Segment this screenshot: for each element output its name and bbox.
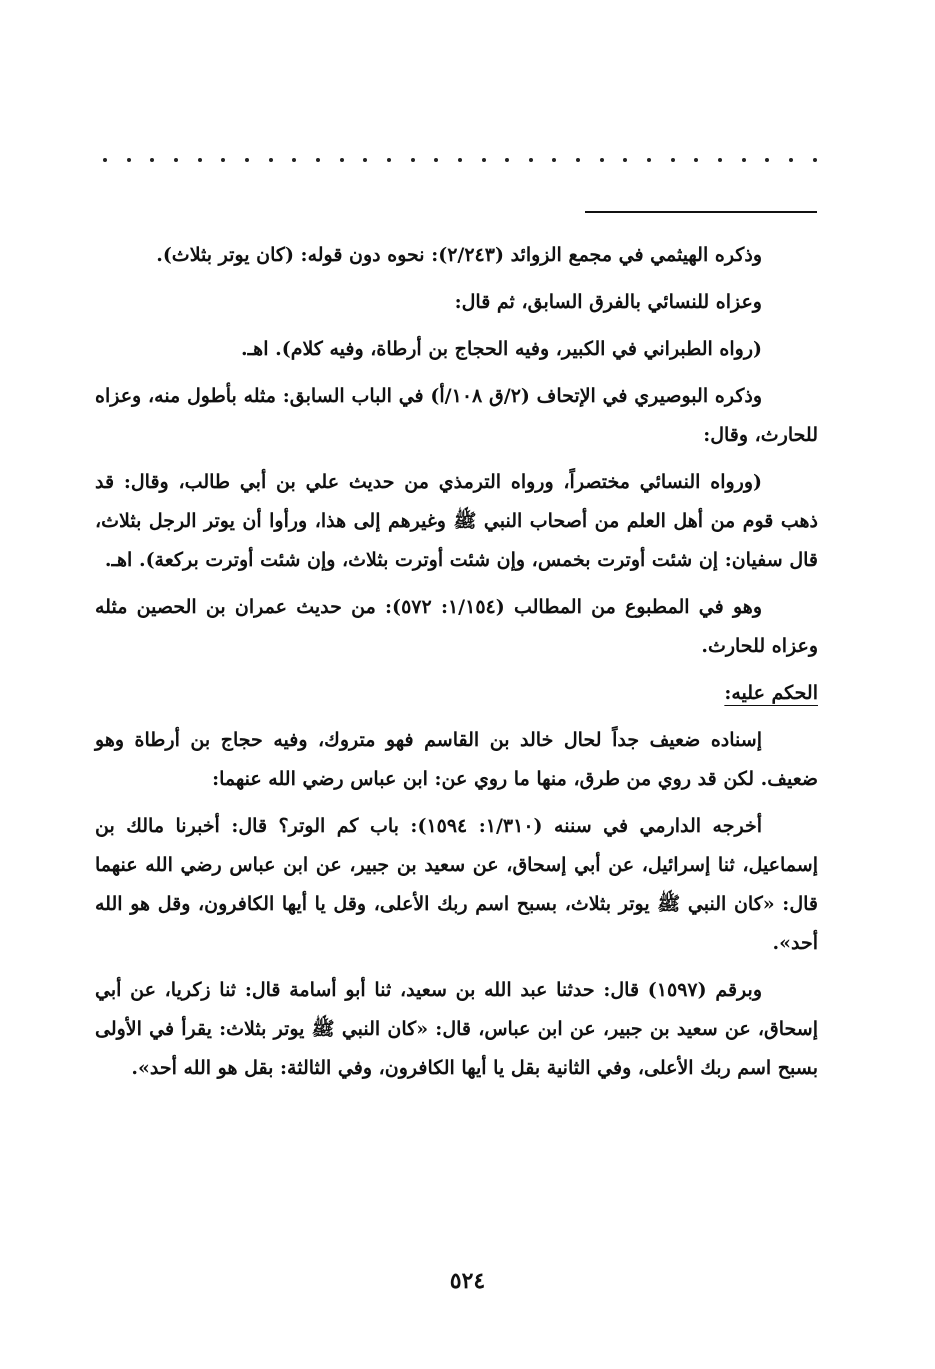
footnote-paragraph: وهو في المطبوع من المطالب (١/١٥٤: ٥٧٢): من حديث عمران بن الحصين مثله وعزاه للحارث. <box>95 596 818 657</box>
ruling-paragraph: إسناده ضعيف جداً لحال خالد بن القاسم فهو متروك، وفيه حجاج بن أرطاة وهو ضعيف. لكن قد روي من طرق، منها ما روي عن: ابن عباس رضي الله عنهما: <box>95 729 818 790</box>
separator-dot <box>718 158 722 162</box>
separator-dot <box>765 158 769 162</box>
separator-dot <box>813 158 817 162</box>
ruling-paragraph: أخرجه الدارمي في سننه (١/٣١٠: ١٥٩٤): باب كم الوتر؟ قال: أخبرنا مالك بن إسماعيل، ثنا إسرائيل، عن أبي إسحاق، عن سعيد بن جبير، عن ابن عباس رضي الله عنهما قال: «كان النبي ﷺ يوتر بثلاث، بسبح اسم ربك الأعلى، وقل يا أيها الكافرون، وقل هو الله أحد». <box>95 815 818 954</box>
page-number: ٥٢٤ <box>449 1268 486 1294</box>
separator-dot <box>505 158 509 162</box>
footnote-paragraph: (ورواه النسائي مختصراً، ورواه الترمذي من حديث علي بن أبي طالب، وقال: قد ذهب قوم من أهل العلم من أصحاب النبي ﷺ وغيرهم إلى هذا، ورأوا أن يوتر الرجل بثلاث، قال سفيان: إن شئت أوترت بخمس، وإن شئت أوترت بثلاث، وإن شئت أوترت بركعة). اهـ. <box>95 471 818 571</box>
separator-dot <box>269 158 273 162</box>
separator-dot <box>552 158 556 162</box>
separator-dot <box>482 158 486 162</box>
separator-dot <box>529 158 533 162</box>
ruling-paragraph: وبرقم (١٥٩٧) قال: حدثنا عبد الله بن سعيد، ثنا أبو أسامة قال: ثنا زكريا، عن أبي إسحاق، عن سعيد بن جبير، عن ابن عباس، قال: «كان النبي ﷺ يوتر بثلاث: يقرأ في الأولى بسبح اسم ربك الأعلى، وفي الثانية بقل يا أيها الكافرون، وفي الثالثة: بقل هو الله أحد». <box>95 979 818 1079</box>
separator-dot <box>694 158 698 162</box>
separator-dot <box>742 158 746 162</box>
footnote-paragraph: وذكره البوصيري في الإتحاف (٢/ق ١٠٨/أ) في الباب السابق: مثله بأطول منه، وعزاه للحارث، وقال: <box>95 385 818 446</box>
section-heading: الحكم عليه: <box>724 682 818 704</box>
separator-dot <box>127 158 131 162</box>
page-body <box>95 236 818 1096</box>
separator-dot <box>600 158 604 162</box>
separator-dot <box>647 158 651 162</box>
separator-dot <box>387 158 391 162</box>
footnote-paragraph: وعزاه للنسائي بالفرق السابق، ثم قال: <box>454 291 762 313</box>
separator-dot <box>221 158 225 162</box>
separator-dot <box>789 158 793 162</box>
separator-dot <box>316 158 320 162</box>
separator-dot <box>292 158 296 162</box>
separator-dot <box>434 158 438 162</box>
dotted-separator <box>103 150 817 170</box>
footnote-rule <box>585 211 817 213</box>
separator-dot <box>245 158 249 162</box>
separator-dot <box>103 158 107 162</box>
separator-dot <box>623 158 627 162</box>
separator-dot <box>150 158 154 162</box>
separator-dot <box>671 158 675 162</box>
footnote-paragraph: وذكره الهيثمي في مجمع الزوائد (٢/٢٤٣): نحوه دون قوله: (كان يوتر بثلاث). <box>156 244 762 266</box>
separator-dot <box>576 158 580 162</box>
separator-dot <box>363 158 367 162</box>
footnote-paragraph: (رواه الطبراني في الكبير، وفيه الحجاج بن أرطاة، وفيه كلام). اهـ. <box>241 338 762 360</box>
separator-dot <box>340 158 344 162</box>
separator-dot <box>458 158 462 162</box>
separator-dot <box>411 158 415 162</box>
separator-dot <box>174 158 178 162</box>
separator-dot <box>198 158 202 162</box>
